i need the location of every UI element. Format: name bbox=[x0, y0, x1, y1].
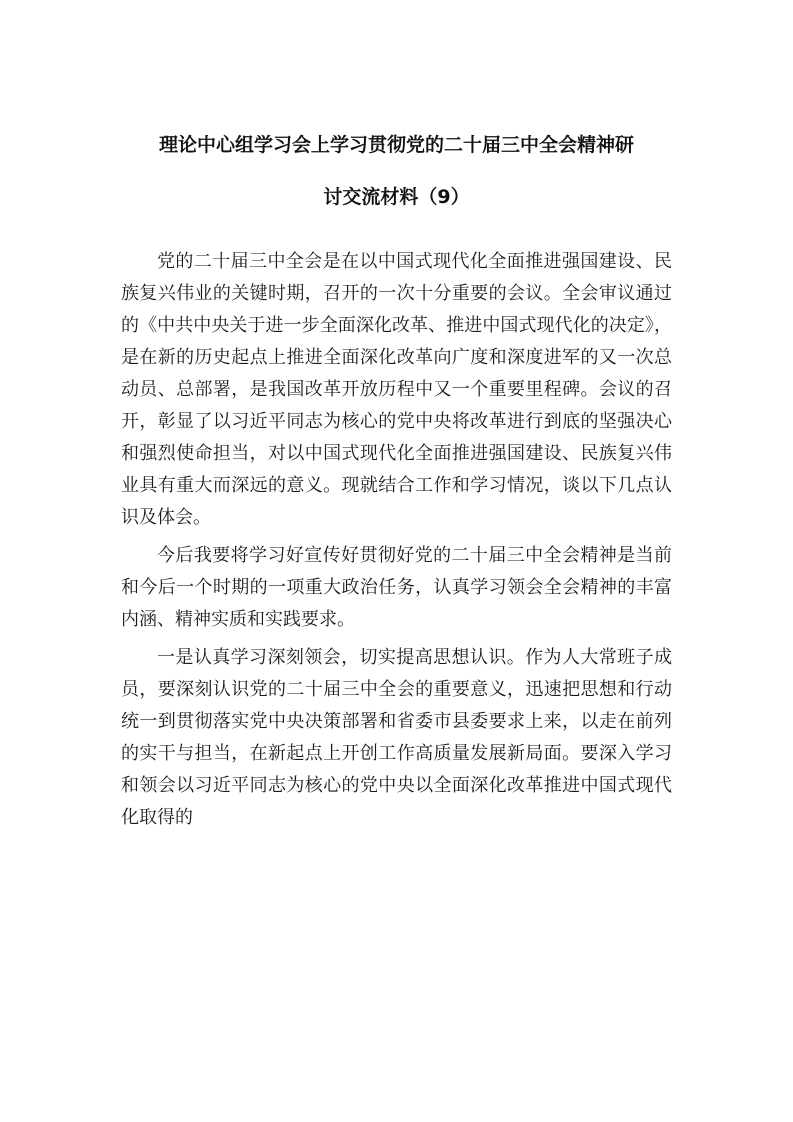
body-paragraph: 今后我要将学习好宣传好贯彻好党的二十届三中全会精神是当前和今后一个时期的一项重大政治任务，认真学习领会全会精神的丰富内涵、精神实质和实践要求。 bbox=[121, 545, 672, 630]
document-body bbox=[121, 246, 672, 840]
body-paragraph: 党的二十届三中全会是在以中国式现代化全面推进强国建设、民族复兴伟业的关键时期，召开的一次十分重要的会议。全会审议通过的《中共中央关于进一步全面深化改革、推进中国式现代化的决定》，是在新的历史起点上推进全面深化改革向广度和深度进军的又一次总动员、总部署，是我国改革开放历程中又一个重要里程碑。会议的召开，彰显了以习近平同志为核心的党中央将改革进行到底的坚强决心和强烈使命担当，对以中国式现代化全面推进强国建设、民族复兴伟业具有重大而深远的意义。现就结合工作和学习情况，谈以下几点认识及体会。 bbox=[121, 251, 672, 528]
document-title-line-2: 讨交流材料（9） bbox=[323, 186, 470, 208]
body-paragraph: 一是认真学习深刻领会，切实提高思想认识。作为人大常班子成员，要深刻认识党的二十届三中全会的重要意义，迅速把思想和行动统一到贯彻落实党中央决策部署和省委市县委要求上来，以走在前列的实干与担当，在新起点上开创工作高质量发展新局面。要深入学习和领会以习近平同志为核心的党中央以全面深化改革推进中国式现代化取得的 bbox=[121, 647, 672, 828]
document-title-line-1: 理论中心组学习会上学习贯彻党的二十届三中全会精神研 bbox=[158, 134, 634, 156]
